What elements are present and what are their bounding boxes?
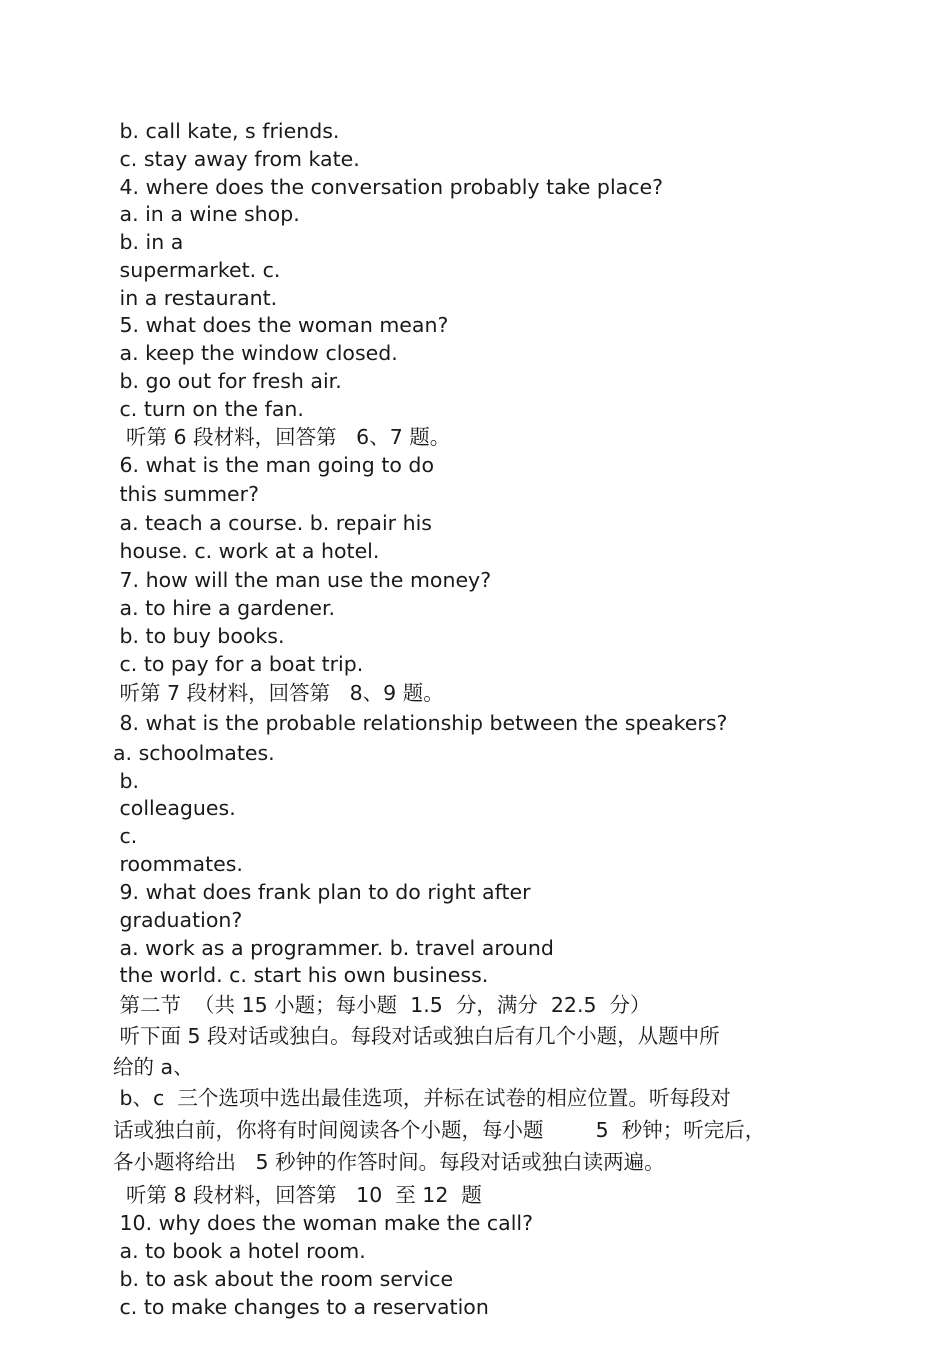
option-line: a. teach a course. b. repair his bbox=[113, 511, 432, 535]
option-line: c. bbox=[113, 824, 138, 848]
option-line: a. in a wine shop. bbox=[113, 202, 300, 226]
option-line: a. keep the window closed. bbox=[113, 341, 398, 365]
option-line: a. work as a programmer. b. travel around bbox=[113, 936, 554, 960]
section-heading: 第二节 （共 15 小题；每小题 1.5 分，满分 22.5 分） bbox=[113, 993, 651, 1017]
option-line: b. call kate, s friends. bbox=[113, 119, 340, 143]
section-instruction: 听下面 5 段对话或独白。每段对话或独白后有几个小题，从题中所 bbox=[113, 1024, 720, 1048]
question-line: 10. why does the woman make the call? bbox=[113, 1211, 533, 1235]
option-line: a. to hire a gardener. bbox=[113, 596, 336, 620]
section-instruction: 听第 8 段材料，回答第 10 至 12 题 bbox=[113, 1183, 482, 1207]
question-line: 8. what is the probable relationship between the speakers? bbox=[113, 711, 728, 735]
section-instruction: 给的 a、 bbox=[113, 1055, 194, 1079]
section-instruction: 话或独白前，你将有时间阅读各个小题，每小题 5 秒钟；听完后， bbox=[113, 1118, 766, 1142]
option-line: c. turn on the fan. bbox=[113, 397, 304, 421]
option-line: colleagues. bbox=[113, 796, 236, 820]
option-line: b. go out for fresh air. bbox=[113, 369, 342, 393]
option-line: b. in a bbox=[113, 230, 184, 254]
option-line: c. to make changes to a reservation bbox=[113, 1295, 489, 1319]
option-line: roommates. bbox=[113, 852, 243, 876]
option-line: house. c. work at a hotel. bbox=[113, 539, 380, 563]
option-line: c. to pay for a boat trip. bbox=[113, 652, 364, 676]
question-line: 7. how will the man use the money? bbox=[113, 568, 492, 592]
option-line: b. to ask about the room service bbox=[113, 1267, 454, 1291]
option-line: supermarket. c. bbox=[113, 258, 281, 282]
option-line: b. bbox=[113, 769, 140, 793]
option-line: the world. c. start his own business. bbox=[113, 963, 489, 987]
question-line: graduation? bbox=[113, 908, 243, 932]
question-line: 5. what does the woman mean? bbox=[113, 313, 449, 337]
option-line: in a restaurant. bbox=[113, 286, 278, 310]
section-instruction: 听第 6 段材料，回答第 6、7 题。 bbox=[113, 425, 451, 449]
option-line: a. schoolmates. bbox=[113, 741, 275, 765]
section-instruction: b、c 三个选项中选出最佳选项，并标在试卷的相应位置。听每段对 bbox=[113, 1086, 731, 1110]
question-line: 6. what is the man going to do bbox=[113, 453, 434, 477]
option-line: c. stay away from kate. bbox=[113, 147, 360, 171]
section-instruction: 听第 7 段材料，回答第 8、9 题。 bbox=[113, 681, 444, 705]
question-line: this summer? bbox=[113, 482, 259, 506]
question-line: 9. what does frank plan to do right after bbox=[113, 880, 531, 904]
question-line: 4. where does the conversation probably take place? bbox=[113, 175, 663, 199]
option-line: a. to book a hotel room. bbox=[113, 1239, 366, 1263]
section-instruction: 各小题将给出 5 秒钟的作答时间。每段对话或独白读两遍。 bbox=[113, 1150, 665, 1174]
option-line: b. to buy books. bbox=[113, 624, 285, 648]
